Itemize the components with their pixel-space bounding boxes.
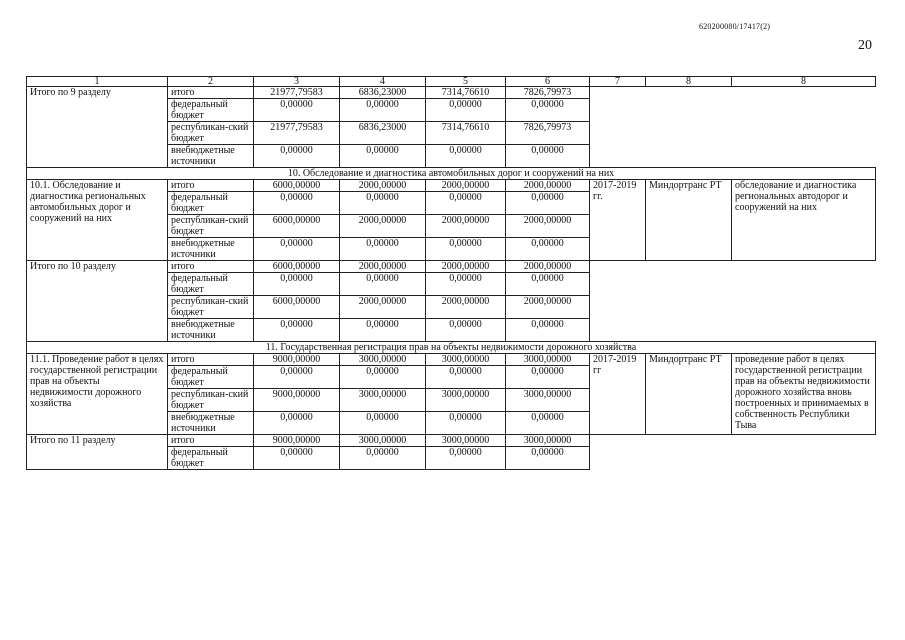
value-cell: 0,00000	[340, 319, 426, 342]
value-cell: 0,00000	[254, 273, 340, 296]
value-cell: 3000,00000	[426, 389, 506, 412]
col-7-header: 7	[590, 77, 646, 87]
section-10-title: 10. Обследование и диагностика автомобильных дорог и сооружений на них	[27, 168, 876, 180]
source-cell: внебюджетные источники	[168, 412, 254, 435]
value-cell: 0,00000	[340, 99, 426, 122]
value-cell: 0,00000	[426, 412, 506, 435]
value-cell: 2000,00000	[426, 261, 506, 273]
value-cell: 2000,00000	[340, 261, 426, 273]
source-cell: итого	[168, 354, 254, 366]
value-cell: 9000,00000	[254, 435, 340, 447]
document-id: 620200080/17417(2)	[699, 22, 771, 31]
total-10-name: Итого по 10 разделу	[27, 261, 168, 342]
table-row	[27, 435, 876, 447]
source-cell: республикан-ский бюджет	[168, 389, 254, 412]
value-cell: 2000,00000	[506, 296, 590, 319]
source-cell: итого	[168, 180, 254, 192]
value-cell: 0,00000	[254, 99, 340, 122]
result-cell: обследование и диагностика региональных автодорог и сооружений на них	[732, 180, 876, 261]
value-cell: 2000,00000	[340, 215, 426, 238]
source-cell: итого	[168, 261, 254, 273]
result-cell: проведение работ в целях государственной регистрации прав на объекты недвижимости дорожного хозяйства вновь построенных и принимаемых в собственность Республики Тыва	[732, 354, 876, 435]
value-cell: 0,00000	[426, 273, 506, 296]
source-cell: республикан-ский бюджет	[168, 122, 254, 145]
value-cell: 6000,00000	[254, 296, 340, 319]
value-cell: 0,00000	[426, 192, 506, 215]
source-cell: федеральный бюджет	[168, 366, 254, 389]
value-cell: 7314,76610	[426, 122, 506, 145]
value-cell: 0,00000	[254, 412, 340, 435]
value-cell: 6836,23000	[340, 122, 426, 145]
value-cell: 0,00000	[426, 145, 506, 168]
value-cell: 0,00000	[254, 238, 340, 261]
value-cell: 0,00000	[340, 238, 426, 261]
value-cell: 7826,79973	[506, 87, 590, 99]
value-cell: 0,00000	[506, 238, 590, 261]
value-cell: 0,00000	[506, 447, 590, 470]
value-cell: 0,00000	[426, 238, 506, 261]
total-11-name: Итого по 11 разделу	[27, 435, 168, 470]
empty-cell	[590, 87, 876, 168]
source-cell: федеральный бюджет	[168, 192, 254, 215]
page-number: 20	[858, 38, 872, 53]
value-cell: 3000,00000	[426, 435, 506, 447]
value-cell: 2000,00000	[506, 215, 590, 238]
col-3-header: 3	[254, 77, 340, 87]
value-cell: 0,00000	[506, 366, 590, 389]
period-cell: 2017-2019 гг	[590, 354, 646, 435]
value-cell: 2000,00000	[426, 215, 506, 238]
value-cell: 6836,23000	[340, 87, 426, 99]
value-cell: 3000,00000	[340, 354, 426, 366]
value-cell: 7314,76610	[426, 87, 506, 99]
value-cell: 0,00000	[506, 99, 590, 122]
value-cell: 0,00000	[254, 192, 340, 215]
value-cell: 2000,00000	[426, 296, 506, 319]
source-cell: внебюджетные источники	[168, 238, 254, 261]
col-5-header: 5	[426, 77, 506, 87]
budget-table	[26, 76, 876, 470]
value-cell: 2000,00000	[340, 180, 426, 192]
value-cell: 0,00000	[506, 145, 590, 168]
column-number-row	[27, 77, 876, 87]
value-cell: 3000,00000	[426, 354, 506, 366]
col-4-header: 4	[340, 77, 426, 87]
source-cell: внебюджетные источники	[168, 145, 254, 168]
section-title-row	[27, 342, 876, 354]
value-cell: 0,00000	[254, 366, 340, 389]
value-cell: 0,00000	[506, 192, 590, 215]
value-cell: 0,00000	[340, 366, 426, 389]
source-cell: итого	[168, 435, 254, 447]
source-cell: внебюджетные источники	[168, 319, 254, 342]
col-9-header: 8	[732, 77, 876, 87]
value-cell: 0,00000	[340, 412, 426, 435]
total-9-name: Итого по 9 разделу	[27, 87, 168, 168]
value-cell: 3000,00000	[340, 435, 426, 447]
executor-cell: Миндортранс РТ	[646, 354, 732, 435]
col-6-header: 6	[506, 77, 590, 87]
value-cell: 9000,00000	[254, 389, 340, 412]
value-cell: 7826,79973	[506, 122, 590, 145]
value-cell: 2000,00000	[340, 296, 426, 319]
source-cell: республикан-ский бюджет	[168, 215, 254, 238]
value-cell: 3000,00000	[506, 435, 590, 447]
value-cell: 0,00000	[426, 99, 506, 122]
value-cell: 0,00000	[426, 319, 506, 342]
empty-cell	[590, 261, 876, 342]
period-cell: 2017-2019 гг.	[590, 180, 646, 261]
value-cell: 0,00000	[506, 319, 590, 342]
value-cell: 0,00000	[254, 145, 340, 168]
value-cell: 9000,00000	[254, 354, 340, 366]
source-cell: федеральный бюджет	[168, 99, 254, 122]
value-cell: 0,00000	[506, 412, 590, 435]
section-title-row	[27, 168, 876, 180]
col-8-header: 8	[646, 77, 732, 87]
value-cell: 21977,79583	[254, 87, 340, 99]
source-cell: федеральный бюджет	[168, 273, 254, 296]
section-11-title: 11. Государственная регистрация прав на объекты недвижимости дорожного хозяйства	[27, 342, 876, 354]
value-cell: 0,00000	[340, 273, 426, 296]
value-cell: 0,00000	[426, 366, 506, 389]
source-cell: федеральный бюджет	[168, 447, 254, 470]
source-cell: республикан-ский бюджет	[168, 296, 254, 319]
value-cell: 0,00000	[254, 319, 340, 342]
value-cell: 0,00000	[254, 447, 340, 470]
executor-cell: Миндортранс РТ	[646, 180, 732, 261]
item-10-1-name: 10.1. Обследование и диагностика региональных автомобильных дорог и сооружений на них	[27, 180, 168, 261]
empty-cell	[590, 435, 876, 470]
value-cell: 3000,00000	[506, 389, 590, 412]
value-cell: 6000,00000	[254, 261, 340, 273]
value-cell: 2000,00000	[506, 261, 590, 273]
table-row	[27, 180, 876, 192]
value-cell: 3000,00000	[340, 389, 426, 412]
value-cell: 6000,00000	[254, 180, 340, 192]
col-1-header: 1	[27, 77, 168, 87]
table-row	[27, 261, 876, 273]
source-cell: итого	[168, 87, 254, 99]
value-cell: 21977,79583	[254, 122, 340, 145]
item-11-1-name: 11.1. Проведение работ в целях государственной регистрации прав на объекты недвижимости дорожного хозяйства	[27, 354, 168, 435]
value-cell: 3000,00000	[506, 354, 590, 366]
col-2-header: 2	[168, 77, 254, 87]
value-cell: 2000,00000	[426, 180, 506, 192]
table-row	[27, 354, 876, 366]
value-cell: 0,00000	[426, 447, 506, 470]
value-cell: 0,00000	[340, 145, 426, 168]
value-cell: 0,00000	[340, 192, 426, 215]
value-cell: 0,00000	[506, 273, 590, 296]
value-cell: 6000,00000	[254, 215, 340, 238]
table-row	[27, 87, 876, 99]
value-cell: 2000,00000	[506, 180, 590, 192]
value-cell: 0,00000	[340, 447, 426, 470]
